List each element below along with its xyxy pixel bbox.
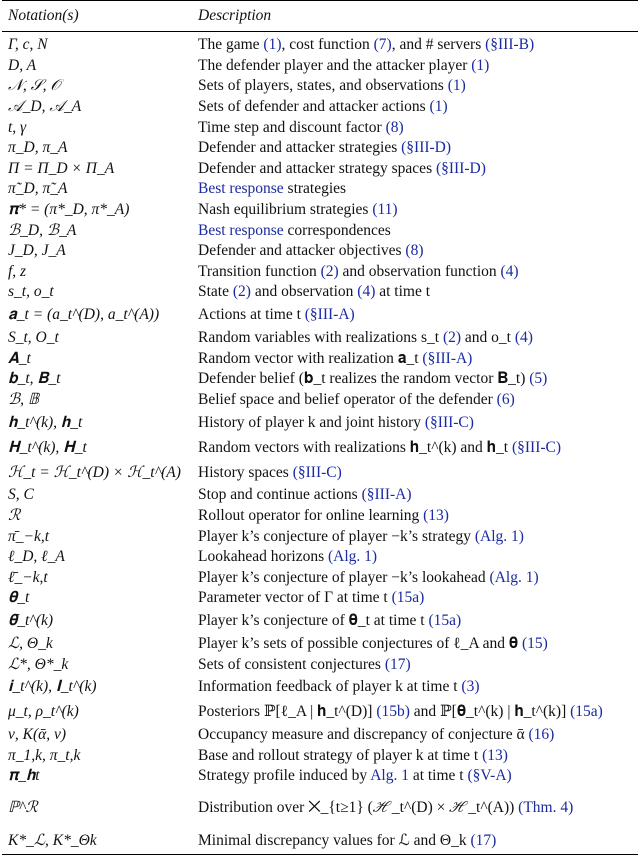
description-text: State [198,283,233,301]
reference-link[interactable]: (5) [529,370,548,388]
notation-cell: K*_ℒ, K*_Θk [8,832,97,850]
description-text: at time t [408,767,468,785]
reference-link[interactable]: (§III-D) [435,159,486,177]
description-text: , and # servers [391,36,486,54]
reference-link[interactable]: (2) [320,262,339,280]
notation-cell: 𝐡_t^(k), 𝐡_t [8,413,83,431]
description-cell [198,703,640,721]
reference-link[interactable]: (17) [470,832,497,850]
table-row [0,97,640,118]
reference-link[interactable]: (13) [423,506,449,524]
notation-cell: 𝛉_t [8,589,30,607]
notation-cell: 𝛑_𝐡t [8,767,40,785]
table-row [0,348,640,369]
table-row [0,634,640,655]
table-row [0,435,640,460]
notation-cell: ℓ_D, ℓ_A [8,548,65,566]
description-text: and ℙ[𝛉_t^(k) | 𝐡_t^(k)] [409,703,571,721]
notation-cell: π̄_−k,t [8,527,50,545]
reference-link[interactable]: (§III-A) [361,486,412,504]
table-row [0,567,640,588]
description-cell [198,414,640,432]
description-cell [198,635,640,653]
description-text: The game [198,36,264,54]
table-row [0,159,640,180]
reference-link[interactable]: (3) [461,678,480,696]
description-text: Random vectors with realizations 𝐡_t^(k) and 𝐡_t [198,438,512,456]
description-text: Strategy profile induced by [198,767,371,785]
table-row [0,282,640,303]
reference-link[interactable]: (1) [263,36,282,54]
description-text: Nash equilibrium strategies [198,201,373,219]
description-text: Occupancy measure and discrepancy of conjecture ᾱ [198,726,529,744]
description-text: Random vector with realization 𝐚_t [198,349,423,367]
table-row [0,410,640,435]
reference-link[interactable]: (1) [429,98,448,116]
notation-cell: 𝒜_D, 𝒜_A [8,98,82,116]
description-text: Defender and attacker strategy spaces [198,159,436,177]
table-row [0,328,640,349]
description-text: The defender player and the attacker player [198,56,472,74]
description-cell [198,439,640,457]
header-notation: Notation(s) [8,7,79,24]
description-cell [198,569,640,587]
notation-cell: J_D, J_A [8,242,66,260]
description-cell [198,283,640,301]
notation-cell: ℬ_D, ℬ_A [8,221,77,239]
description-cell [198,726,640,744]
notation-cell: ℙ^ℛ [8,798,38,816]
table-body [0,32,640,854]
reference-link[interactable]: (15a) [570,703,603,721]
description-text: and observation [250,283,358,301]
description-cell [198,160,640,178]
notation-cell: S, C [8,486,34,504]
description-text: Time step and discount factor [198,118,386,136]
table-header [0,1,640,31]
table-row [0,766,640,787]
table-row [0,303,640,328]
description-text: Rollout operator for online learning [198,506,424,524]
table-row [0,138,640,159]
description-cell [198,263,640,281]
reference-link[interactable]: (Alg. 1) [489,568,539,586]
table-row [0,200,640,221]
description-text: Parameter vector of Γ at time t [198,589,392,607]
description-cell [198,242,640,260]
description-cell [198,391,640,409]
description-cell [198,98,640,116]
description-text: Random variables with realizations s_t [198,329,443,347]
notation-cell: 𝐀_t [8,349,31,367]
description-text: Minimal discrepancy values for ℒ and Θ_k [198,832,471,850]
description-text: Player k’s conjecture of player −k’s lookahead [198,568,490,586]
reference-link[interactable]: (§III-A) [422,349,473,367]
description-text: strategies [283,180,347,198]
description-text: Player k’s conjecture of 𝛉_t at time t [198,612,429,630]
notation-cell: S_t, O_t [8,329,59,347]
description-text: Information feedback of player k at time t [198,678,462,696]
description-cell [198,77,640,95]
table-row [0,179,640,200]
description-cell [198,222,640,240]
reference-link[interactable]: Alg. 1 [370,767,409,785]
notation-cell: ℒ, Θ_k [8,634,53,652]
description-text: Defender belief (𝐛_t realizes the random vector 𝐁_t) [198,370,530,388]
reference-link[interactable]: (15a) [428,612,462,630]
notation-cell: 𝐛_t, 𝐁_t [8,370,61,388]
table-row [0,609,640,634]
notation-cell: μ_t, ρ_t^(k) [8,703,79,721]
description-cell [198,612,640,630]
notation-cell: π̃_D, π̃_A [8,180,68,198]
table-row [0,390,640,411]
description-cell [198,464,640,482]
description-cell [198,832,640,850]
table-row [0,241,640,262]
reference-link[interactable]: (§III-D) [401,139,452,157]
notation-cell: t, γ [8,118,27,136]
table-row [0,787,640,829]
description-text: correspondences [283,221,391,239]
reference-link[interactable]: (Alg. 1) [328,548,378,566]
notation-cell: s_t, o_t [8,283,54,301]
description-cell [198,656,640,674]
description-text: Sets of defender and attacker actions [198,98,430,116]
description-cell [198,548,640,566]
reference-link[interactable]: Best response [198,221,284,239]
reference-link[interactable]: (§V-A) [467,767,512,785]
description-cell [198,306,640,324]
reference-link[interactable]: (§III-C) [424,413,474,431]
notation-cell: 𝐚_t = (a_t^(D), a_t^(A)) [8,306,160,324]
header-description: Description [198,7,272,24]
table-row [0,35,640,56]
reference-link[interactable]: (15a) [391,589,425,607]
reference-link[interactable]: (Thm. 4) [518,798,574,816]
description-cell [198,350,640,368]
reference-link[interactable]: (7) [373,36,392,54]
table-row [0,76,640,97]
description-text: Transition function [198,262,321,280]
description-text: Defender and attacker strategies [198,139,402,157]
description-cell [198,528,640,546]
description-text: Actions at time t [198,306,305,324]
description-text: Sets of consistent conjectures [198,655,385,673]
notation-cell: f, z [8,262,27,280]
reference-link[interactable]: (6) [496,390,515,408]
table-row [0,485,640,506]
description-text: Player k’s conjecture of player −k’s strategy [198,527,475,545]
table-row [0,745,640,766]
reference-link[interactable]: (4) [357,283,376,301]
reference-link[interactable]: (15b) [376,703,410,721]
description-cell [198,201,640,219]
description-cell [198,799,640,817]
description-cell [198,139,640,157]
notation-cell: ℋ_t = ℋ_t^(D) × ℋ_t^(A) [8,463,181,481]
description-cell [198,329,640,347]
description-text: , cost function [281,36,374,54]
reference-link[interactable]: (16) [528,726,555,744]
reference-link[interactable]: (13) [482,746,508,764]
description-text: Distribution over ⨉_{t≥1} (ℋ_t^(D) × ℋ_t^(A)) [198,798,519,816]
notation-cell: Π = Π_D × Π_A [8,159,115,177]
description-cell [198,767,640,785]
description-cell [198,57,640,75]
reference-link[interactable]: (1) [471,56,490,74]
table-row [0,117,640,138]
reference-link[interactable]: (8) [405,242,424,260]
description-text: Base and rollout strategy of player k at time t [198,746,483,764]
reference-link[interactable]: (Alg. 1) [474,527,524,545]
notation-cell: π_1,k, π_t,k [8,746,81,764]
table-row [0,654,640,675]
description-cell [198,370,640,388]
table-row [0,700,640,725]
description-text: and observation function [338,262,501,280]
reference-link[interactable]: (17) [384,655,411,673]
reference-link[interactable]: (2) [442,329,462,347]
notation-cell: ℬ, 𝔹 [8,390,40,408]
description-text: Posteriors ℙ[ℓ_A | 𝐡_t^(D)] [198,703,377,721]
description-text: at time t [375,283,431,301]
reference-link[interactable]: (8) [385,118,404,136]
description-cell [198,589,640,607]
notation-cell: ν, K(ᾱ, ν) [8,726,67,744]
description-text: Defender and attacker objectives [198,242,406,260]
description-cell [198,507,640,525]
notation-cell: ℛ [8,506,21,524]
description-text: Stop and continue actions [198,486,362,504]
reference-link[interactable]: (§III-C) [511,438,562,456]
description-cell [198,486,640,504]
table-row [0,725,640,746]
notation-cell: Γ, c, N [8,36,48,54]
description-text: Belief space and belief operator of the defender [198,390,497,408]
description-cell [198,180,640,198]
reference-link[interactable]: (4) [514,329,533,347]
description-cell [198,678,640,696]
table-row [0,588,640,609]
table-row [0,369,640,390]
table-row [0,547,640,568]
description-cell [198,119,640,137]
description-cell [198,36,640,54]
table-row [0,56,640,77]
notation-cell: ℒ*, Θ*_k [8,655,69,673]
reference-link[interactable]: (11) [372,201,398,219]
table-row [0,675,640,700]
description-text: History of player k and joint history [198,413,425,431]
reference-link[interactable]: (4) [500,262,519,280]
notation-cell: D, A [8,56,37,74]
table-row [0,526,640,547]
description-text: Lookahead horizons [198,548,328,566]
reference-link[interactable]: (15) [522,634,548,652]
table-row [0,829,640,854]
description-cell [198,747,640,765]
table-row [0,262,640,283]
reference-link[interactable]: (§III-C) [292,463,342,481]
table-row [0,460,640,485]
reference-link[interactable]: (1) [447,77,466,95]
table-row [0,506,640,527]
description-text: Player k’s sets of possible conjectures of ℓ_A and 𝛉 [198,634,523,652]
bottom-rule [2,854,638,855]
notation-cell: 𝐢_t^(k), 𝐈_t^(k) [8,678,97,696]
description-text: Sets of players, states, and observations [198,77,448,95]
table-row [0,220,640,241]
notation-cell: 𝛉̄_t^(k) [8,612,54,630]
reference-link[interactable]: (§III-B) [485,36,535,54]
notation-cell: 𝒩, 𝒮, 𝒪 [8,77,61,95]
notation-cell: π_D, π_A [8,139,68,157]
reference-link[interactable]: (§III-A) [304,306,355,324]
notation-cell: 𝛑* = (π*_D, π*_A) [8,201,130,219]
notation-cell: 𝐇_t^(k), 𝐇_t [8,438,87,456]
reference-link[interactable]: (2) [232,283,251,301]
reference-link[interactable]: Best response [198,180,284,198]
description-text: History spaces [198,463,293,481]
description-text: and o_t [461,329,515,347]
notation-cell: ℓ̄_−k,t [8,568,48,586]
